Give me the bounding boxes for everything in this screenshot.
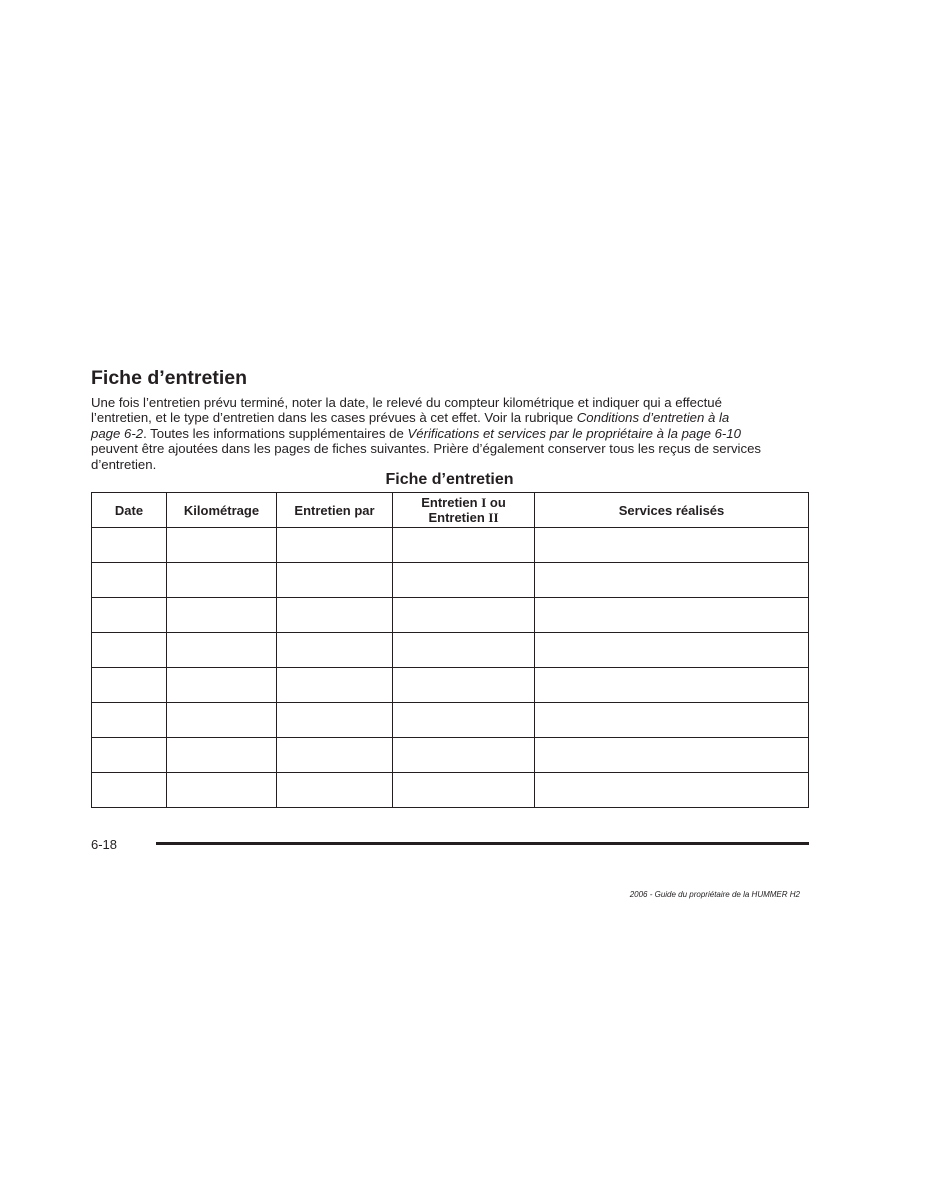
- performed-by-cell[interactable]: [277, 563, 393, 598]
- mileage-cell[interactable]: [167, 563, 277, 598]
- performed-by-cell[interactable]: [277, 598, 393, 633]
- header-services: Services réalisés: [535, 493, 809, 528]
- table-row: [92, 738, 809, 773]
- maintenance-type-cell[interactable]: [393, 668, 535, 703]
- performed-by-cell[interactable]: [277, 633, 393, 668]
- services-cell[interactable]: [535, 563, 809, 598]
- table-title: Fiche d’entretien: [385, 471, 514, 488]
- table-row: [92, 668, 809, 703]
- date-cell[interactable]: [92, 738, 167, 773]
- services-cell[interactable]: [535, 668, 809, 703]
- table-body: [92, 528, 809, 808]
- date-cell[interactable]: [92, 563, 167, 598]
- intro-line-4: peuvent être ajoutées dans les pages de fiches suivantes. Prière d’également conserver tous les reçus de services: [91, 441, 762, 457]
- intro-link-page: page 6-2: [91, 425, 144, 441]
- header-date: Date: [92, 493, 167, 528]
- mileage-cell[interactable]: [167, 703, 277, 738]
- date-cell[interactable]: [92, 633, 167, 668]
- performed-by-cell[interactable]: [277, 773, 393, 808]
- table-header-row: [92, 493, 809, 528]
- maintenance-type-cell[interactable]: [393, 528, 535, 563]
- table-row: [92, 703, 809, 738]
- table-row: [92, 773, 809, 808]
- mileage-cell[interactable]: [167, 528, 277, 563]
- intro-line-5: d’entretien.: [91, 456, 157, 472]
- table-row: [92, 563, 809, 598]
- maintenance-type-cell[interactable]: [393, 598, 535, 633]
- services-cell[interactable]: [535, 738, 809, 773]
- mileage-cell[interactable]: [167, 598, 277, 633]
- page-number: 6-18: [91, 837, 118, 852]
- services-cell[interactable]: [535, 528, 809, 563]
- maintenance-type-cell[interactable]: [393, 563, 535, 598]
- table-row: [92, 633, 809, 668]
- maintenance-type-cell[interactable]: [393, 773, 535, 808]
- date-cell[interactable]: [92, 528, 167, 563]
- date-cell[interactable]: [92, 773, 167, 808]
- table-row: [92, 528, 809, 563]
- services-cell[interactable]: [535, 633, 809, 668]
- intro-line-3: [91, 426, 811, 441]
- intro-line-1: Une fois l’entretien prévu terminé, noter la date, le relevé du compteur kilométrique et indiquer qui a effectué: [91, 395, 722, 410]
- intro-paragraph: [91, 395, 811, 472]
- performed-by-cell[interactable]: [277, 703, 393, 738]
- table-row: [92, 598, 809, 633]
- performed-by-cell[interactable]: [277, 528, 393, 563]
- maintenance-type-cell[interactable]: [393, 738, 535, 773]
- maintenance-log-table: [91, 492, 809, 808]
- date-cell[interactable]: [92, 598, 167, 633]
- header-performed-by: Entretien par: [277, 493, 393, 528]
- mileage-cell[interactable]: [167, 773, 277, 808]
- footer-rule: [156, 842, 809, 845]
- section-title: Fiche d’entretien: [91, 367, 248, 389]
- maintenance-type-cell[interactable]: [393, 633, 535, 668]
- services-cell[interactable]: [535, 773, 809, 808]
- intro-link-conditions: Conditions d’entretien à la: [576, 410, 730, 426]
- intro-line-3-text: . Toutes les informations supplémentaires de: [143, 425, 408, 441]
- intro-link-verifications: Vérifications et services par le propriétaire à la page 6-10: [407, 425, 741, 441]
- date-cell[interactable]: [92, 668, 167, 703]
- mileage-cell[interactable]: [167, 633, 277, 668]
- performed-by-cell[interactable]: [277, 738, 393, 773]
- date-cell[interactable]: [92, 703, 167, 738]
- services-cell[interactable]: [535, 598, 809, 633]
- mileage-cell[interactable]: [167, 738, 277, 773]
- footer-document-title: 2006 - Guide du propriétaire de la HUMMER H2: [629, 890, 800, 899]
- maintenance-type-cell[interactable]: [393, 703, 535, 738]
- intro-line-2-text: l’entretien, et le type d’entretien dans les cases prévues à cet effet. Voir la rubrique: [91, 410, 577, 426]
- header-mileage: Kilométrage: [167, 493, 277, 528]
- header-maintenance-type: Entretien I ou Entretien II: [393, 493, 535, 528]
- services-cell[interactable]: [535, 703, 809, 738]
- mileage-cell[interactable]: [167, 668, 277, 703]
- intro-line-2: [91, 410, 811, 425]
- performed-by-cell[interactable]: [277, 668, 393, 703]
